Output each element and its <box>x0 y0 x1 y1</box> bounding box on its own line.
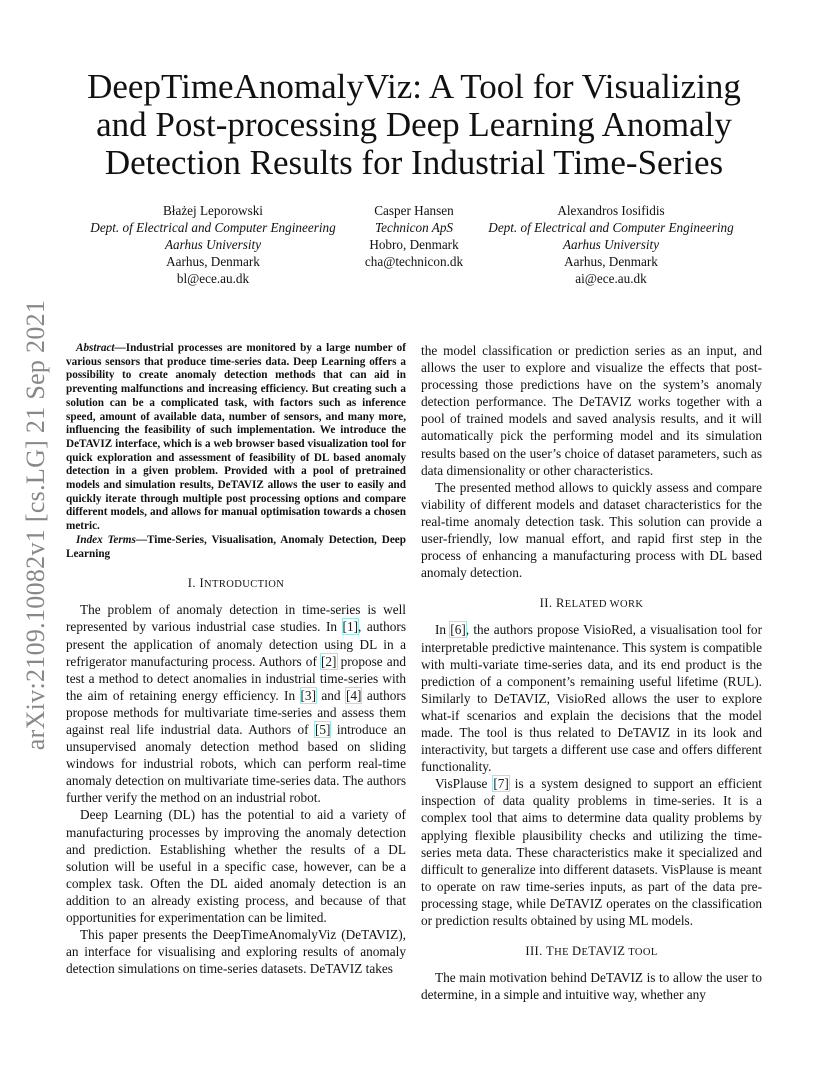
author-email[interactable]: cha@technicon.dk <box>364 254 464 269</box>
section-number: I. <box>187 576 196 591</box>
author-location: Aarhus, Denmark <box>564 254 658 269</box>
related-paragraph-2: VisPlause [7] is a system designed to support an efficient inspection of data quality problems in time-series. It is a complex tool that aims to determine data quality problems by applying flexible plausibility checks and utilizing the time-series meta data. These characteristics make it specialized and difficult to generalize into different datasets. VisPlause is meant to operate on raw time-series inputs, as part of the data pre-processing stage, while DeTAVIZ operates on the classification or prediction results obtained by using ML models. <box>421 776 762 928</box>
author-name: Casper Hansen <box>374 203 454 218</box>
index-terms-label: Index Terms <box>76 533 136 546</box>
citation-link[interactable]: [3] <box>300 687 317 703</box>
paper-title: DeepTimeAnomalyViz: A Tool for Visualizing and Post-processing Deep Learning Anomaly Detection Results for Industrial Time-Series <box>87 67 741 182</box>
citation-link[interactable]: [4] <box>345 687 362 703</box>
author-1 <box>72 202 354 287</box>
citation-link[interactable]: [2] <box>320 653 337 669</box>
related-paragraph-1: In [6], the authors propose VisioRed, a visualisation tool for interpretable predictive maintenance. This system is compatible with multi-variate time-series data, and its end product is the prediction of a component’s remaining useful lifetime (RUL). Similarly to DeTAVIZ, VisioRed allows the user to explore what-if scenarios and explain the decisions that the model made. The tool is thus related to DeTAVIZ in its look and interactivity, but targets a different use case and offers different functionality. <box>421 622 763 775</box>
index-terms <box>66 534 406 561</box>
index-terms-text: —Time-Series, Visualisation, Anomaly Detection, Deep Learning <box>66 533 406 560</box>
left-column <box>66 342 406 977</box>
author-location: Hobro, Denmark <box>369 237 459 252</box>
intro-paragraph-3: This paper presents the DeepTimeAnomalyViz (DeTAVIZ), an interface for visualising and exploring results of anomaly detection simulations on time-series datasets. DeTAVIZ takes <box>66 927 406 977</box>
citation-link[interactable]: [5] <box>314 722 331 737</box>
author-2 <box>354 202 474 270</box>
intro-paragraph-2: Deep Learning (DL) has the potential to aid a variety of manufacturing processes by improving the anomaly detection and prediction. Establishing whether the results of a DL solution will be useful in a specific case, however, can be a complex task. Often the DL aided anomaly detection is an addition to an already existing process, and because of that opportunities for experimentation can be limited. <box>66 807 406 926</box>
author-dept: Technicon ApS <box>374 220 454 235</box>
citation-link[interactable]: [7] <box>493 776 509 792</box>
tool-paragraph-1: The main motivation behind DeTAVIZ is to allow the user to determine, in a simple and intuitive way, whether any <box>421 970 762 1003</box>
section-initial: I <box>199 576 205 591</box>
author-email[interactable]: bl@ece.au.dk <box>176 271 250 286</box>
author-name: Błażej Leporowski <box>163 203 263 218</box>
arxiv-id: arXiv:2109.10082v1 [cs.LG] 21 Sep 2021 <box>21 299 50 751</box>
section-number: III. <box>525 944 543 959</box>
section-heading-detaviz-tool: III. THE DETAVIZ TOOL <box>525 944 658 959</box>
author-location: Aarhus, Denmark <box>166 254 260 269</box>
author-3 <box>474 202 748 287</box>
section-number: II. <box>539 596 553 611</box>
author-email[interactable]: ai@ece.au.dk <box>575 271 647 286</box>
author-affiliation: Aarhus University <box>164 237 262 252</box>
section-heading-related-work <box>421 595 762 613</box>
intro-paragraph-1: The problem of anomaly detection in time-series is well represented by various industrial case studies. In [1], authors present the application of anomaly detection using DL in a refrigerator manufacturing process. Authors of [2] propose and test a method to detect anomalies in industrial time-series with the aim of retaining energy efficiency. In [3] and [4] authors propose methods for multivariate time-series and assess them against real life industrial data. Authors of [5] introduce an unsupervised anomaly detection method based on sliding windows for industrial robots, which can perform real-time anomaly detection on multivariate time-series data. The authors further verify the method on an industrial robot. <box>66 602 407 806</box>
citation-link[interactable]: [1] <box>342 619 359 635</box>
right-column <box>421 342 762 1003</box>
author-dept: Dept. of Electrical and Computer Engineering <box>90 220 336 235</box>
abstract <box>66 342 406 534</box>
arxiv-sidebar-stamp <box>16 290 56 760</box>
section-initial: R <box>555 596 565 611</box>
intro-paragraph-3-cont: the model classification or prediction series as an input, and allows the user to explore and visualize the effects that post-processing those predictions have on the system’s anomaly detection performance. The DeTAVIZ works together with a pool of trained models and saved analysis results, and it will automatically pick the performing model and its simulation results based on the user’s choice of dataset parameters, such as data dimensionality or other characteristics. <box>421 343 762 478</box>
section-title-rest: NTRODUCTION <box>204 579 285 591</box>
citation-link[interactable]: [6] <box>450 622 466 638</box>
abstract-label: Abstract <box>76 342 115 354</box>
section-heading-introduction <box>66 575 406 593</box>
section-title-rest: ELATED WORK <box>564 599 644 611</box>
author-name: Alexandros Iosifidis <box>557 203 665 218</box>
abstract-text: —Industrial processes are monitored by a large number of various sensors that produce time-series data. Deep Learning offers a possibility to create anomaly detection methods that can aid in preventing malfunctions and increasing efficiency. But creating such a solution can be a complicated task, with factors such as inference speed, amount of available data, number of sensors, and many more, influencing the feasibility of such implementation. We introduce the DeTAVIZ interface, which is a web browser based visualization tool for quick exploration and assessment of feasibility of DL based anomaly detection in a given problem. Provided with a pool of pretrained models and simulation results, DeTAVIZ allows the user to easily and quickly iterate through multiple post processing options and compare different models, and allows for manual optimisation towards a chosen metric. <box>66 342 406 533</box>
author-affiliation: Aarhus University <box>562 237 660 252</box>
intro-paragraph-4: The presented method allows to quickly assess and compare viability of different models and dataset characteristics for the real-time anomaly detection task. This solution can provide a user-friendly, low manual effort, and rapid first step in the process of enhancing a manufacturing process with DL based anomaly detection. <box>421 479 762 581</box>
author-dept: Dept. of Electrical and Computer Engineering <box>488 220 734 235</box>
